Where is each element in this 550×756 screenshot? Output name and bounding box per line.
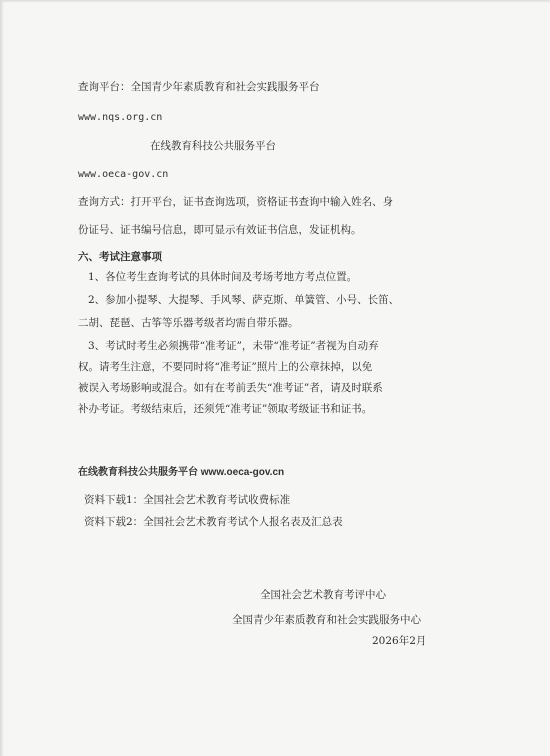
download-link-2[interactable]: 资料下载2：全国社会艺术教育考试个人报名表及汇总表 <box>84 516 343 528</box>
scan-edge <box>0 0 550 3</box>
footer-platform-line: 在线教育科技公共服务平台 www.oeca-gov.cn <box>78 467 285 478</box>
issuer-org-2: 全国青少年素质教育和社会实践服务中心 <box>232 614 421 626</box>
notice-item-3b: 权。请考生注意，不要同时将“准考证”照片上的公章抹掉，以免 <box>78 361 373 373</box>
section-heading: 六、考试注意事项 <box>78 251 162 263</box>
notice-item-3a: 3、考试时考生必须携带“准考证”，未带“准考证”者视为自动弃 <box>88 340 379 352</box>
scan-edge <box>0 0 4 756</box>
notice-item-1: 1、各位考生查询考试的具体时间及考场考地方考点位置。 <box>88 271 358 283</box>
query-method-line-2: 份证号、证书编号信息，即可显示有效证书信息，发证机构。 <box>78 224 362 236</box>
query-method-line-1: 查询方式：打开平台，证书查询选项，资格证书查询中输入姓名、身 <box>78 196 393 208</box>
notice-item-3c: 被误入考场影响或混合。如有在考前丢失“准考证”者，请及时联系 <box>78 382 383 394</box>
notice-item-2a: 2、参加小提琴、大提琴、手风琴、萨克斯、单簧管、小号、长笛、 <box>88 294 400 306</box>
query-platform-line: 查询平台：全国青少年素质教育和社会实践服务平台 <box>78 81 320 93</box>
notice-item-2b: 二胡、琵琶、古筝等乐器考级者均需自带乐器。 <box>78 317 299 329</box>
url-nqs[interactable]: www.nqs.org.cn <box>78 112 163 123</box>
issue-date: 2026年2月 <box>372 635 427 647</box>
notice-item-3d: 补办考证。考级结束后，还须凭“准考证”领取考级证书和证书。 <box>78 403 373 415</box>
issuer-org-1: 全国社会艺术教育考评中心 <box>260 589 386 601</box>
platform-name-2: 在线教育科技公共服务平台 <box>150 140 276 152</box>
download-link-1[interactable]: 资料下载1：全国社会艺术教育考试收费标准 <box>84 494 291 506</box>
url-oeca[interactable]: www.oeca-gov.cn <box>78 169 169 180</box>
